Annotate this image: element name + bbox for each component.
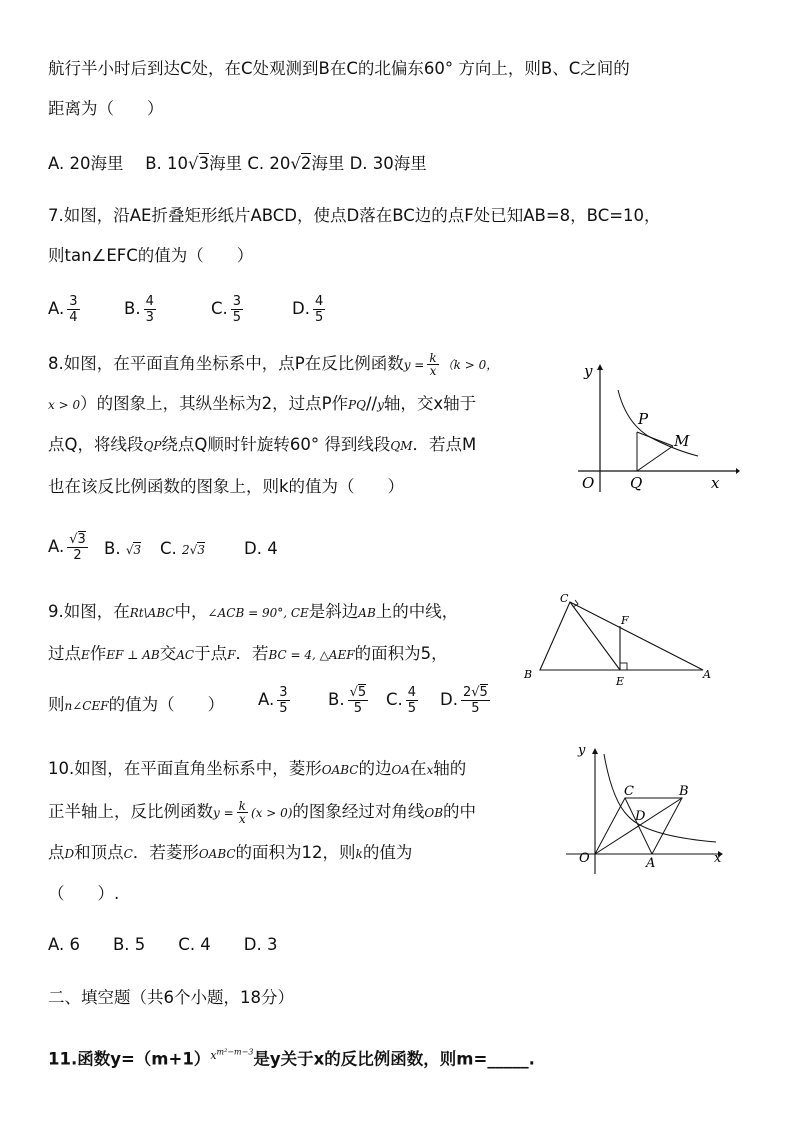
q10-options: A. 6 B. 5 C. 4 D. 3 bbox=[48, 935, 278, 954]
label-q: Q bbox=[630, 474, 643, 492]
y-axis-arrow-icon bbox=[592, 748, 598, 754]
q7-text-line1: 7.如图，沿AE折叠矩形纸片ABCD，使点D落在BC边的点F处已知AB=8，BC=10， bbox=[48, 206, 661, 225]
q10-text-line3: 点D和顶点C．若菱形OABC的面积为12，则k的值为 bbox=[48, 843, 413, 862]
q10-text-line2: 正半轴上，反比例函数y = $\frac{k}{x}$ (x > 0)的图象经过对角线OB的中 bbox=[48, 799, 477, 826]
q10-text-line1: 10.如图，在平面直角坐标系中，菱形OABC的边OA在x轴的 bbox=[48, 759, 467, 778]
q9-option-a: A. $\frac{3}{5}$ bbox=[258, 685, 288, 716]
q10-figure bbox=[566, 740, 728, 875]
q6-option-b: B. 10√3海里 bbox=[145, 154, 243, 173]
q6-text-line2: 距离为（ ） bbox=[48, 99, 164, 118]
q10-text-line4: （ ）. bbox=[48, 884, 120, 903]
q7-option-d: D. $\frac{4}{5}$ bbox=[292, 294, 324, 325]
q9-option-c: C. $\frac{4}{5}$ bbox=[386, 685, 417, 716]
label-p: P bbox=[638, 410, 649, 428]
median-ce bbox=[570, 602, 620, 670]
q9-figure bbox=[520, 592, 720, 688]
label-m: M bbox=[674, 432, 690, 450]
q8-option-b: B. √3 bbox=[104, 539, 142, 558]
q7-option-c: C. $\frac{3}{5}$ bbox=[211, 294, 242, 325]
q6-option-d: D. 30海里 bbox=[349, 154, 427, 173]
q9-option-b: B. $\frac{√5}{5}$ bbox=[328, 685, 367, 716]
q6-options bbox=[48, 153, 427, 175]
q8-text-line1: 8.如图，在平面直角坐标系中，点P在反比例函数y = $\frac{k}{x}$ （k > 0， bbox=[48, 351, 499, 378]
q7-option-a: A. $\frac{3}{4}$ bbox=[48, 294, 78, 325]
label-b: B bbox=[679, 784, 689, 799]
x-axis-arrow-icon bbox=[736, 468, 740, 474]
q8-figure bbox=[578, 360, 740, 500]
label-x: x bbox=[711, 474, 720, 492]
label-x: x bbox=[714, 851, 722, 866]
label-b: B bbox=[524, 668, 533, 681]
section-heading: 二、填空题（共6个小题，18分） bbox=[48, 988, 294, 1007]
q8-option-d: D. 4 bbox=[244, 539, 278, 558]
label-c: C bbox=[624, 784, 634, 799]
label-a: A bbox=[703, 668, 711, 681]
label-y: y bbox=[578, 743, 586, 758]
label-d: D bbox=[635, 809, 646, 824]
q7-text-line2: 则tan∠EFC的值为（ ） bbox=[48, 246, 254, 265]
q9-text-line2: 过点E作EF ⊥ AB交AC于点F．若BC = 4, △AEF的面积为5， bbox=[48, 644, 448, 663]
label-f: F bbox=[621, 614, 629, 627]
label-o: O bbox=[579, 851, 590, 866]
segment-qm bbox=[637, 446, 673, 471]
label-o: O bbox=[582, 474, 595, 492]
y-axis-arrow-icon bbox=[597, 364, 603, 370]
right-angle-mark-e bbox=[620, 663, 627, 670]
label-c: C bbox=[560, 592, 569, 605]
q8-text-line2: x > 0）的图象上，其纵坐标为2，过点P作PQ//y轴，交x轴于 bbox=[48, 394, 477, 413]
q8-text-line3: 点Q，将线段QP绕点Q顺时针旋转60° 得到线段QM．若点M bbox=[48, 435, 477, 454]
label-e: E bbox=[616, 675, 625, 688]
segment-pm bbox=[637, 432, 673, 446]
q6-option-c: C. 20√2海里 bbox=[247, 154, 345, 173]
q9-option-d: D. $\frac{2√5}{5}$ bbox=[440, 685, 488, 716]
q9-text-line1: 9.如图，在Rt\ABC中，∠ACB = 90°, CE是斜边AB上的中线， bbox=[48, 602, 459, 621]
triangle-abc bbox=[540, 602, 703, 670]
label-a: A bbox=[646, 856, 656, 871]
label-y: y bbox=[584, 362, 593, 380]
q6-option-a: A. 20海里 bbox=[48, 154, 124, 173]
q8-option-a: A. $\frac{√3}{2}$ bbox=[48, 532, 86, 563]
q6-text-line1: 航行半小时后到达C处，在C处观测到B在C的北偏东60° 方向上，则B、C之间的 bbox=[48, 59, 630, 78]
q7-option-b: B. $\frac{4}{3}$ bbox=[124, 294, 154, 325]
diagonal-ac bbox=[625, 798, 652, 854]
q8-option-c: C. 2√3 bbox=[160, 539, 205, 558]
q11-text: 11.函数$y=(m+1)^{x^{m^2-m-3}}$是y关于x的反比例函数，则m=_____. bbox=[48, 1047, 535, 1069]
q8-text-line4: 也在该反比例函数的图象上，则k的值为（ ） bbox=[48, 477, 405, 496]
q9-text-line3: 则n∠CEF的值为（ ） bbox=[48, 695, 225, 714]
